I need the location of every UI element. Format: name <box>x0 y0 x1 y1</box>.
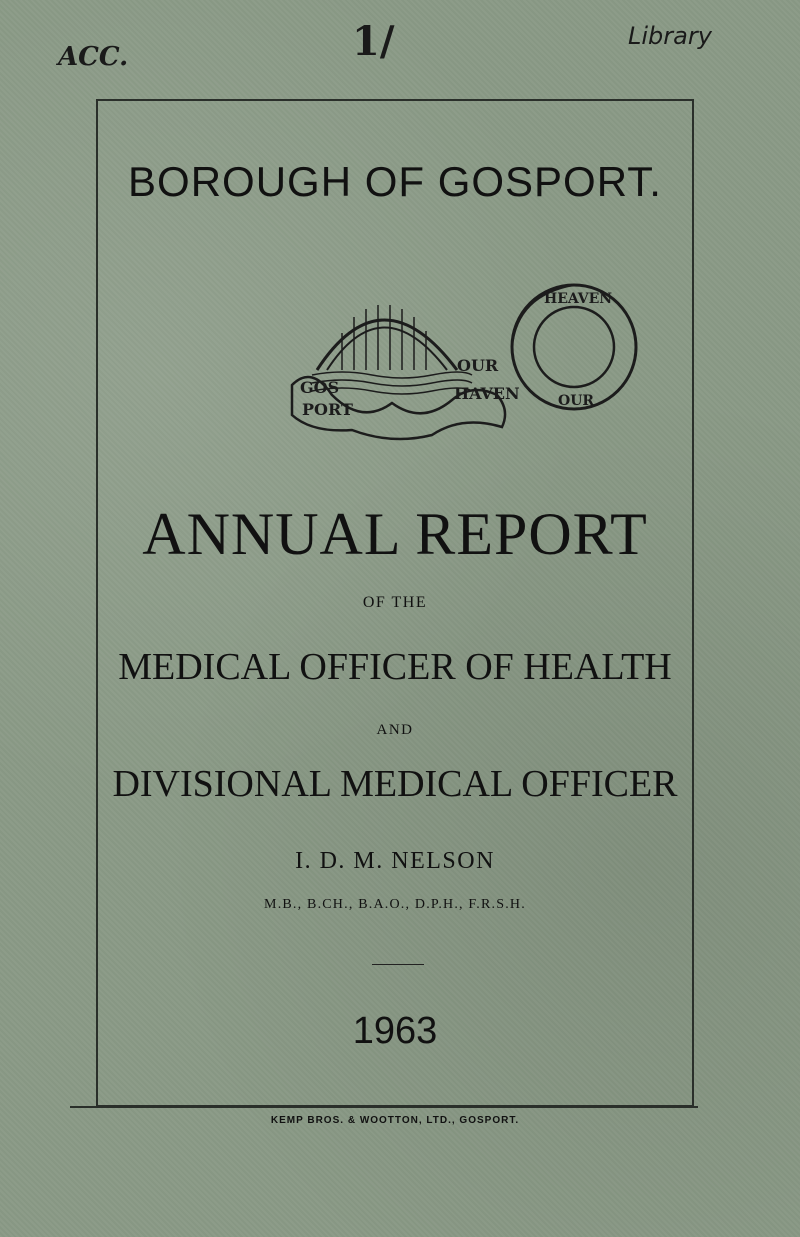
author-qualifications: M.B., B.CH., B.A.O., D.P.H., F.R.S.H. <box>264 897 526 912</box>
of-the-line: OF THE <box>362 594 428 611</box>
medical-officer-line: MEDICAL OFFICER OF HEALTH <box>118 646 672 688</box>
crest-ring-word: HEAVEN <box>544 291 613 307</box>
report-title: ANNUAL REPORT <box>142 501 648 567</box>
crest-scroll-word: PORT <box>302 400 353 419</box>
and-line: AND <box>376 722 414 738</box>
library-stamp: Library <box>628 22 712 50</box>
printer-imprint: KEMP BROS. & WOOTTON, LTD., GOSPORT. <box>270 1115 520 1126</box>
report-year: 1963 <box>352 1010 438 1052</box>
crest-scroll-word: OUR <box>457 356 499 375</box>
crest-scroll-word: GOS <box>300 378 340 397</box>
divisional-officer-line: DIVISIONAL MEDICAL OFFICER <box>112 763 678 805</box>
handwritten-accession-note: ACC. <box>58 42 129 72</box>
author-name: I. D. M. NELSON <box>295 848 495 874</box>
borough-crest-logo <box>282 275 642 445</box>
borough-heading: BOROUGH OF GOSPORT. <box>128 158 662 205</box>
handwritten-mark: 1/ <box>352 18 395 65</box>
bottom-rule <box>70 1106 698 1108</box>
crest-scroll-word: HAVEN <box>454 384 520 403</box>
divider <box>372 964 424 965</box>
crest-ring-word: OUR <box>558 393 595 409</box>
